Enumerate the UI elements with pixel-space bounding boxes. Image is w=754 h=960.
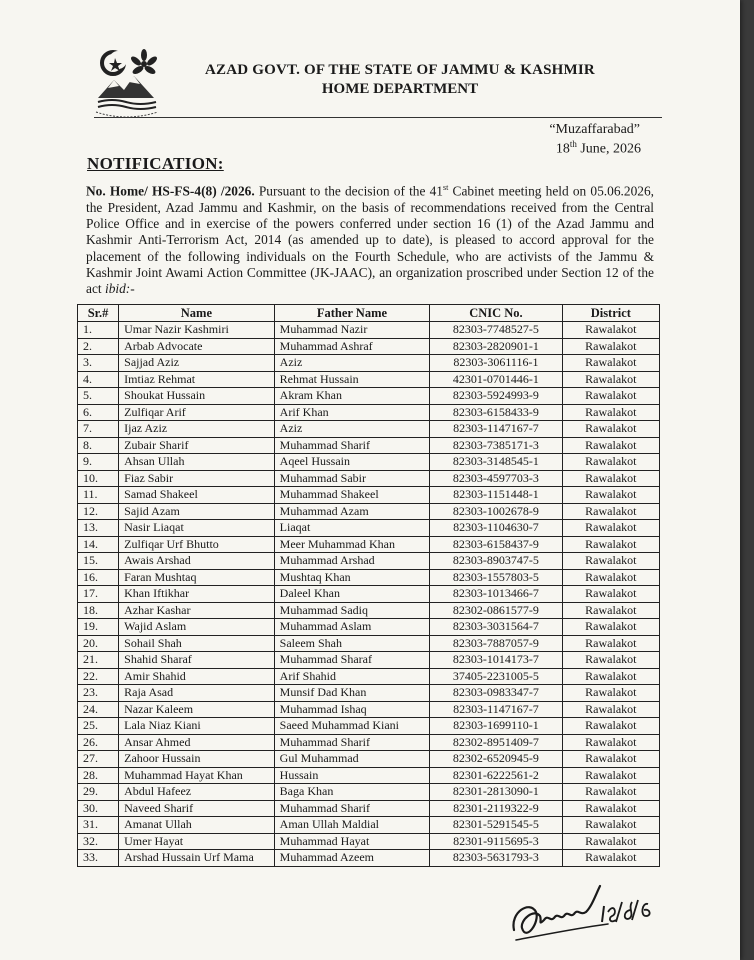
table-row xyxy=(78,635,660,652)
table-row xyxy=(78,800,660,817)
table-row xyxy=(78,437,660,454)
table-row xyxy=(78,784,660,801)
cell-sr: 20. xyxy=(78,635,119,652)
cell-cnic: 82303-3061116-1 xyxy=(430,355,562,372)
cell-name: Shoukat Hussain xyxy=(119,388,275,405)
department-title: HOME DEPARTMENT xyxy=(321,81,479,97)
cell-sr: 27. xyxy=(78,751,119,768)
cell-name: Muhammad Hayat Khan xyxy=(119,767,275,784)
table-row xyxy=(78,701,660,718)
cell-district: Rawalakot xyxy=(562,520,659,537)
notification-body xyxy=(86,180,654,298)
cell-name: Khan Iftikhar xyxy=(119,586,275,603)
cell-father-name: Liaqat xyxy=(274,520,430,537)
cell-father-name: Aqeel Hussain xyxy=(274,454,430,471)
cell-district: Rawalakot xyxy=(562,338,659,355)
cell-cnic: 82303-1147167-7 xyxy=(430,421,562,438)
cell-sr: 5. xyxy=(78,388,119,405)
cell-father-name: Muhammad Nazir xyxy=(274,322,430,339)
cell-district: Rawalakot xyxy=(562,569,659,586)
cell-district: Rawalakot xyxy=(562,454,659,471)
table-row xyxy=(78,404,660,421)
table-row xyxy=(78,685,660,702)
cell-sr: 21. xyxy=(78,652,119,669)
cell-district: Rawalakot xyxy=(562,371,659,388)
table-row xyxy=(78,520,660,537)
cell-father-name: Muhammad Sharif xyxy=(274,800,430,817)
date-day: 18 xyxy=(555,141,570,157)
cell-sr: 25. xyxy=(78,718,119,735)
cell-sr: 18. xyxy=(78,602,119,619)
cell-name: Wajid Aslam xyxy=(119,619,275,636)
cell-sr: 1. xyxy=(78,322,119,339)
table-row xyxy=(78,355,660,372)
cell-district: Rawalakot xyxy=(562,833,659,850)
cell-cnic: 82303-5924993-9 xyxy=(430,388,562,405)
cell-district: Rawalakot xyxy=(562,619,659,636)
cell-district: Rawalakot xyxy=(562,503,659,520)
cell-district: Rawalakot xyxy=(562,470,659,487)
table-row xyxy=(78,487,660,504)
table-row xyxy=(78,718,660,735)
cell-cnic: 82303-1002678-9 xyxy=(430,503,562,520)
cell-name: Azhar Kashar xyxy=(119,602,275,619)
table-row xyxy=(78,503,660,520)
cell-father-name: Daleel Khan xyxy=(274,586,430,603)
cell-district: Rawalakot xyxy=(562,751,659,768)
cell-cnic: 82303-1104630-7 xyxy=(430,520,562,537)
body-ibid: ibid:- xyxy=(104,281,135,297)
cell-cnic: 82303-3031564-7 xyxy=(430,619,562,636)
table-row xyxy=(78,553,660,570)
cell-father-name: Muhammad Ishaq xyxy=(274,701,430,718)
cell-name: Zulfiqar Urf Bhutto xyxy=(119,536,275,553)
cell-sr: 10. xyxy=(78,470,119,487)
cell-cnic: 82301-6222561-2 xyxy=(430,767,562,784)
cell-father-name: Muhammad Sharaf xyxy=(274,652,430,669)
cell-father-name: Muhammad Aslam xyxy=(274,619,430,636)
cell-father-name: Muhammad Sharif xyxy=(274,437,430,454)
cell-name: Faran Mushtaq xyxy=(119,569,275,586)
cell-district: Rawalakot xyxy=(562,487,659,504)
table-row xyxy=(78,817,660,834)
cell-cnic: 82303-3148545-1 xyxy=(430,454,562,471)
cell-father-name: Arif Shahid xyxy=(274,668,430,685)
cell-father-name: Rehmat Hussain xyxy=(274,371,430,388)
cell-sr: 28. xyxy=(78,767,119,784)
cell-sr: 29. xyxy=(78,784,119,801)
column-header-father-name: Father Name xyxy=(274,305,430,322)
date-rest: June, 2026 xyxy=(576,141,641,157)
cell-district: Rawalakot xyxy=(562,635,659,652)
cell-cnic: 82303-1014173-7 xyxy=(430,652,562,669)
table-body xyxy=(78,322,660,867)
cell-district: Rawalakot xyxy=(562,817,659,834)
cell-district: Rawalakot xyxy=(562,652,659,669)
cell-cnic: 82303-1557803-5 xyxy=(430,569,562,586)
table-row xyxy=(78,338,660,355)
cell-cnic: 82303-1151448-1 xyxy=(430,487,562,504)
cell-sr: 9. xyxy=(78,454,119,471)
cell-father-name: Mushtaq Khan xyxy=(274,569,430,586)
cell-cnic: 82303-6158437-9 xyxy=(430,536,562,553)
cell-name: Zubair Sharif xyxy=(119,437,275,454)
column-header-district: District xyxy=(562,305,659,322)
table-row xyxy=(78,454,660,471)
cell-district: Rawalakot xyxy=(562,718,659,735)
table-row xyxy=(78,322,660,339)
state-emblem-icon xyxy=(92,46,164,120)
body-text-2: Cabinet meeting held on 05.06.2026, the President, Azad Jammu and Kashmir, on the basis of recommendations received from the Central Police Office and in exercise of the powers conferred under section 16 (1) of the Azad Jammu and Kashmir Anti-Terrorism Act, 2014 (as amended up to date), is pleased to accord approval for the placement of the following individuals on the Fourth Schedule, who are activists of the Jammu & Kashmir Joint Awami Action Committee (JK-JAAC), an organization proscribed under Section 12 of the act xyxy=(86,183,654,297)
cell-name: Nasir Liaqat xyxy=(119,520,275,537)
cell-name: Samad Shakeel xyxy=(119,487,275,504)
cell-name: Abdul Hafeez xyxy=(119,784,275,801)
cell-district: Rawalakot xyxy=(562,668,659,685)
cell-name: Raja Asad xyxy=(119,685,275,702)
body-text-1: Pursuant to the decision of the 41 xyxy=(254,183,444,199)
cell-cnic: 42301-0701446-1 xyxy=(430,371,562,388)
cell-sr: 2. xyxy=(78,338,119,355)
cell-father-name: Arif Khan xyxy=(274,404,430,421)
table-row xyxy=(78,619,660,636)
cell-district: Rawalakot xyxy=(562,767,659,784)
cell-sr: 6. xyxy=(78,404,119,421)
cell-name: Awais Arshad xyxy=(119,553,275,570)
cell-sr: 16. xyxy=(78,569,119,586)
cell-father-name: Baga Khan xyxy=(274,784,430,801)
date-suffix: th xyxy=(569,139,577,149)
cell-cnic: 82302-6520945-9 xyxy=(430,751,562,768)
cell-cnic: 82303-7385171-3 xyxy=(430,437,562,454)
cell-sr: 15. xyxy=(78,553,119,570)
cell-district: Rawalakot xyxy=(562,734,659,751)
cell-father-name: Muhammad Ashraf xyxy=(274,338,430,355)
cell-name: Arshad Hussain Urf Mama xyxy=(119,850,275,867)
cell-father-name: Muhammad Azeem xyxy=(274,850,430,867)
cell-father-name: Muhammad Shakeel xyxy=(274,487,430,504)
cell-district: Rawalakot xyxy=(562,322,659,339)
table-row xyxy=(78,388,660,405)
cell-sr: 32. xyxy=(78,833,119,850)
cell-father-name: Saleem Shah xyxy=(274,635,430,652)
cell-district: Rawalakot xyxy=(562,850,659,867)
cell-sr: 8. xyxy=(78,437,119,454)
table-row xyxy=(78,652,660,669)
cell-cnic: 82301-2813090-1 xyxy=(430,784,562,801)
cell-district: Rawalakot xyxy=(562,437,659,454)
cell-sr: 30. xyxy=(78,800,119,817)
cell-father-name: Meer Muhammad Khan xyxy=(274,536,430,553)
cell-sr: 4. xyxy=(78,371,119,388)
cell-district: Rawalakot xyxy=(562,685,659,702)
cell-cnic: 82303-7887057-9 xyxy=(430,635,562,652)
cell-father-name: Aman Ullah Maldial xyxy=(274,817,430,834)
cell-district: Rawalakot xyxy=(562,586,659,603)
cell-cnic: 82303-4597703-3 xyxy=(430,470,562,487)
cell-district: Rawalakot xyxy=(562,388,659,405)
cell-sr: 14. xyxy=(78,536,119,553)
cell-father-name: Saeed Muhammad Kiani xyxy=(274,718,430,735)
cell-district: Rawalakot xyxy=(562,784,659,801)
cell-name: Imtiaz Rehmat xyxy=(119,371,275,388)
letterhead-divider xyxy=(94,117,662,118)
cell-name: Sajjad Aziz xyxy=(119,355,275,372)
table-row xyxy=(78,850,660,867)
cell-sr: 23. xyxy=(78,685,119,702)
cell-father-name: Muhammad Sharif xyxy=(274,734,430,751)
table-row xyxy=(78,602,660,619)
handwritten-signature xyxy=(508,872,658,952)
cell-district: Rawalakot xyxy=(562,536,659,553)
table-row xyxy=(78,421,660,438)
cell-name: Umer Hayat xyxy=(119,833,275,850)
cell-father-name: Muhammad Hayat xyxy=(274,833,430,850)
government-title: AZAD GOVT. OF THE STATE OF JAMMU & KASHMIR xyxy=(205,62,595,78)
cell-father-name: Akram Khan xyxy=(274,388,430,405)
table-row xyxy=(78,767,660,784)
cell-district: Rawalakot xyxy=(562,701,659,718)
cell-cnic: 82303-0983347-7 xyxy=(430,685,562,702)
cell-cnic: 82303-1013466-7 xyxy=(430,586,562,603)
cell-sr: 3. xyxy=(78,355,119,372)
cell-father-name: Muhammad Sadiq xyxy=(274,602,430,619)
cell-cnic: 82302-0861577-9 xyxy=(430,602,562,619)
cell-father-name: Munsif Dad Khan xyxy=(274,685,430,702)
cell-name: Lala Niaz Kiani xyxy=(119,718,275,735)
cell-father-name: Muhammad Sabir xyxy=(274,470,430,487)
cell-cnic: 82303-1699110-1 xyxy=(430,718,562,735)
table-row xyxy=(78,470,660,487)
notification-heading: NOTIFICATION: xyxy=(87,154,224,173)
cell-father-name: Muhammad Arshad xyxy=(274,553,430,570)
table-row xyxy=(78,569,660,586)
cell-district: Rawalakot xyxy=(562,553,659,570)
cell-father-name: Gul Muhammad xyxy=(274,751,430,768)
cell-district: Rawalakot xyxy=(562,421,659,438)
cell-name: Zulfiqar Arif xyxy=(119,404,275,421)
cell-name: Amir Shahid xyxy=(119,668,275,685)
cell-district: Rawalakot xyxy=(562,602,659,619)
cell-cnic: 82303-2820901-1 xyxy=(430,338,562,355)
reference-number: No. Home/ HS-FS-4(8) /2026. xyxy=(86,183,255,199)
cell-name: Arbab Advocate xyxy=(119,338,275,355)
fourth-schedule-table xyxy=(77,304,660,867)
cell-name: Shahid Sharaf xyxy=(119,652,275,669)
issue-place: “Muzaffarabad” xyxy=(549,122,640,137)
cell-cnic: 82303-1147167-7 xyxy=(430,701,562,718)
cell-name: Amanat Ullah xyxy=(119,817,275,834)
table-row xyxy=(78,371,660,388)
cell-father-name: Aziz xyxy=(274,421,430,438)
cell-sr: 13. xyxy=(78,520,119,537)
cell-cnic: 82303-7748527-5 xyxy=(430,322,562,339)
cell-cnic: 82301-2119322-9 xyxy=(430,800,562,817)
cell-cnic: 82301-9115695-3 xyxy=(430,833,562,850)
cell-sr: 17. xyxy=(78,586,119,603)
cell-cnic: 82303-6158433-9 xyxy=(430,404,562,421)
cell-cnic: 82303-5631793-3 xyxy=(430,850,562,867)
table-row xyxy=(78,668,660,685)
column-header-name: Name xyxy=(119,305,275,322)
cell-sr: 26. xyxy=(78,734,119,751)
cell-name: Zahoor Hussain xyxy=(119,751,275,768)
table-row xyxy=(78,586,660,603)
cell-father-name: Muhammad Azam xyxy=(274,503,430,520)
cell-district: Rawalakot xyxy=(562,800,659,817)
letterhead xyxy=(190,62,610,98)
cell-name: Sohail Shah xyxy=(119,635,275,652)
table-row xyxy=(78,536,660,553)
cell-district: Rawalakot xyxy=(562,404,659,421)
cell-name: Umar Nazir Kashmiri xyxy=(119,322,275,339)
table-row xyxy=(78,751,660,768)
cell-sr: 19. xyxy=(78,619,119,636)
table-row xyxy=(78,734,660,751)
cell-cnic: 82303-8903747-5 xyxy=(430,553,562,570)
table-header-row xyxy=(78,305,660,322)
cell-name: Sajid Azam xyxy=(119,503,275,520)
cell-father-name: Hussain xyxy=(274,767,430,784)
cell-sr: 24. xyxy=(78,701,119,718)
cell-cnic: 37405-2231005-5 xyxy=(430,668,562,685)
cell-name: Ahsan Ullah xyxy=(119,454,275,471)
cell-cnic: 82301-5291545-5 xyxy=(430,817,562,834)
table-row xyxy=(78,833,660,850)
cell-sr: 11. xyxy=(78,487,119,504)
body-superscript: st xyxy=(443,183,449,192)
column-header-sr: Sr.# xyxy=(78,305,119,322)
cell-name: Fiaz Sabir xyxy=(119,470,275,487)
cell-sr: 12. xyxy=(78,503,119,520)
cell-district: Rawalakot xyxy=(562,355,659,372)
column-header-cnic: CNIC No. xyxy=(430,305,562,322)
cell-sr: 7. xyxy=(78,421,119,438)
cell-name: Nazar Kaleem xyxy=(119,701,275,718)
cell-name: Naveed Sharif xyxy=(119,800,275,817)
cell-sr: 33. xyxy=(78,850,119,867)
cell-cnic: 82302-8951409-7 xyxy=(430,734,562,751)
cell-name: Ijaz Aziz xyxy=(119,421,275,438)
cell-sr: 22. xyxy=(78,668,119,685)
cell-father-name: Aziz xyxy=(274,355,430,372)
issue-date xyxy=(520,139,641,158)
cell-sr: 31. xyxy=(78,817,119,834)
cell-name: Ansar Ahmed xyxy=(119,734,275,751)
